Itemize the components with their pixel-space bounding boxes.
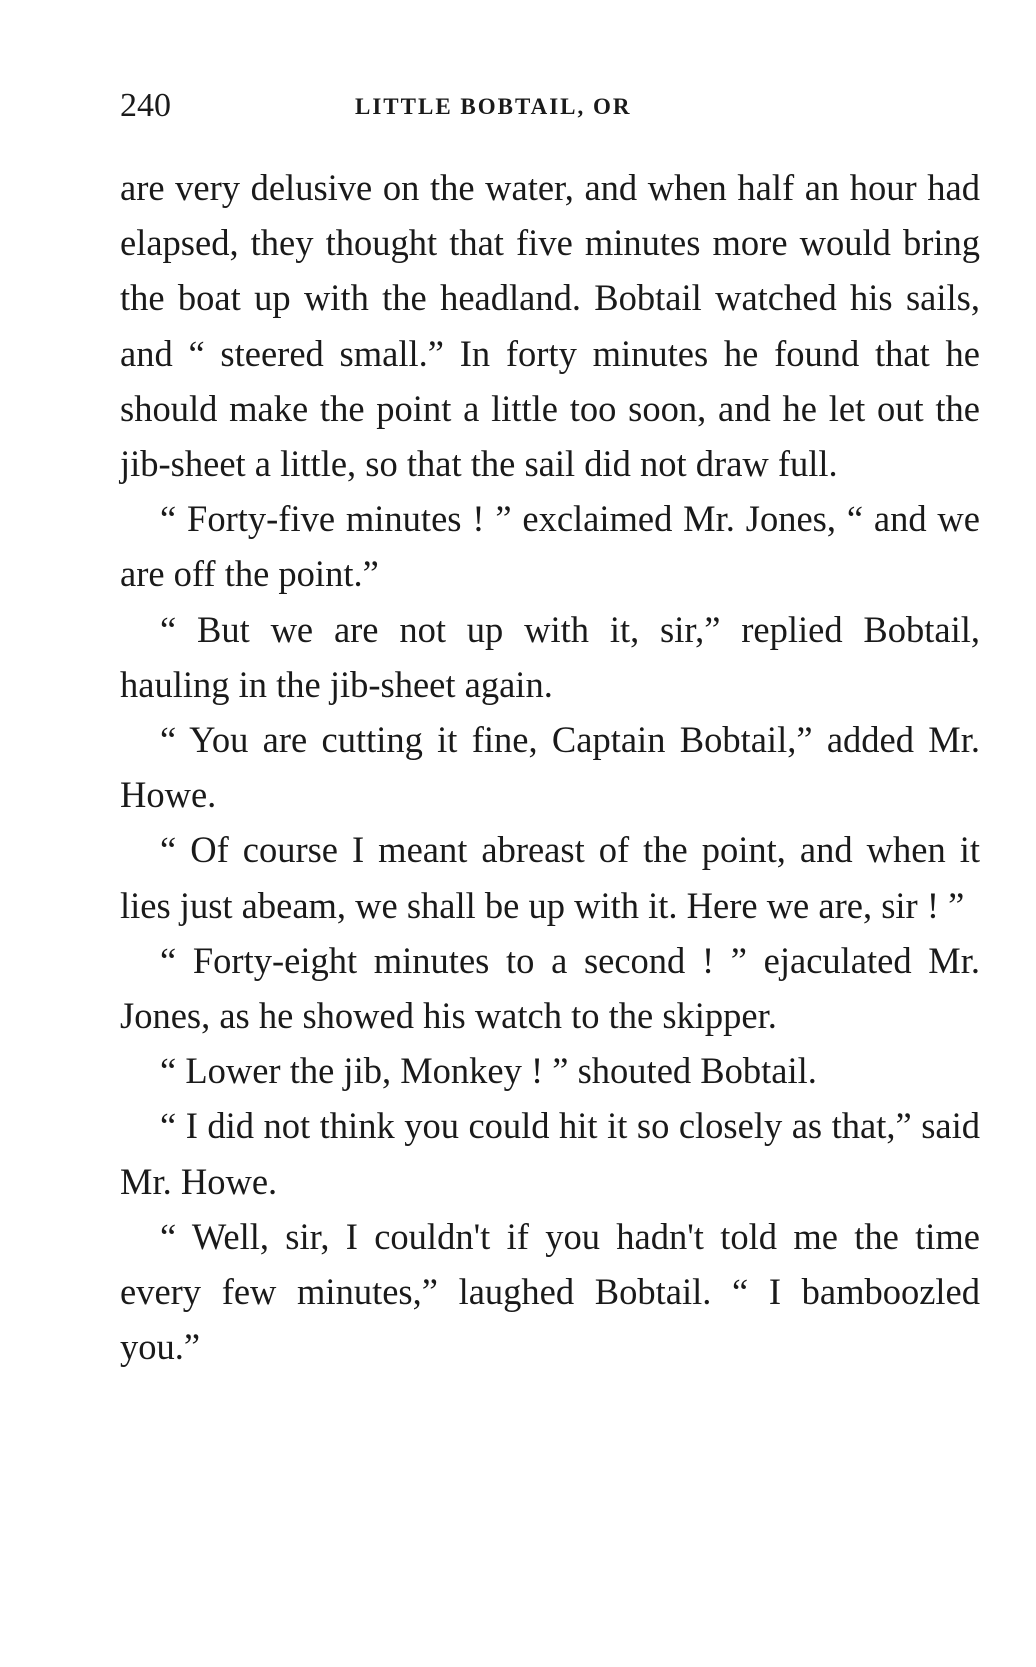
body-text <box>120 160 980 1374</box>
running-head <box>120 86 980 130</box>
paragraph: are very delusive on the water, and when half an hour had elapsed, they thought that five minutes more would bring the boat up with the headland. Bobtail watched his sails, and “ steered small.” In forty minutes he found that he should make the point a little too soon, and he let out the jib-sheet a little, so that the sail did not draw full. <box>120 167 980 485</box>
paragraph: “ Forty-five minutes ! ” exclaimed Mr. Jones, “ and we are off the point.” <box>120 498 980 595</box>
paragraph: “ Well, sir, I couldn't if you hadn't told me the time every few minutes,” laughed Bobtail. “ I bamboozled you.” <box>120 1215 980 1368</box>
paragraph: “ I did not think you could hit it so closely as that,” said Mr. Howe. <box>120 1105 980 1202</box>
paragraph: “ You are cutting it fine, Captain Bobtail,” added Mr. Howe. <box>120 719 980 816</box>
page-number: 240 <box>120 87 171 124</box>
running-title: LITTLE BOBTAIL, OR <box>355 94 632 119</box>
paragraph: “ But we are not up with it, sir,” replied Bobtail, hauling in the jib-sheet again. <box>120 608 980 705</box>
paragraph: “ Lower the jib, Monkey ! ” shouted Bobtail. <box>160 1050 817 1092</box>
paragraph: “ Forty-eight minutes to a second ! ” ejaculated Mr. Jones, as he showed his watch to the skipper. <box>120 939 980 1037</box>
paragraph: “ Of course I meant abreast of the point, and when it lies just abeam, we shall be up with it. Here we are, sir ! ” <box>120 829 980 926</box>
